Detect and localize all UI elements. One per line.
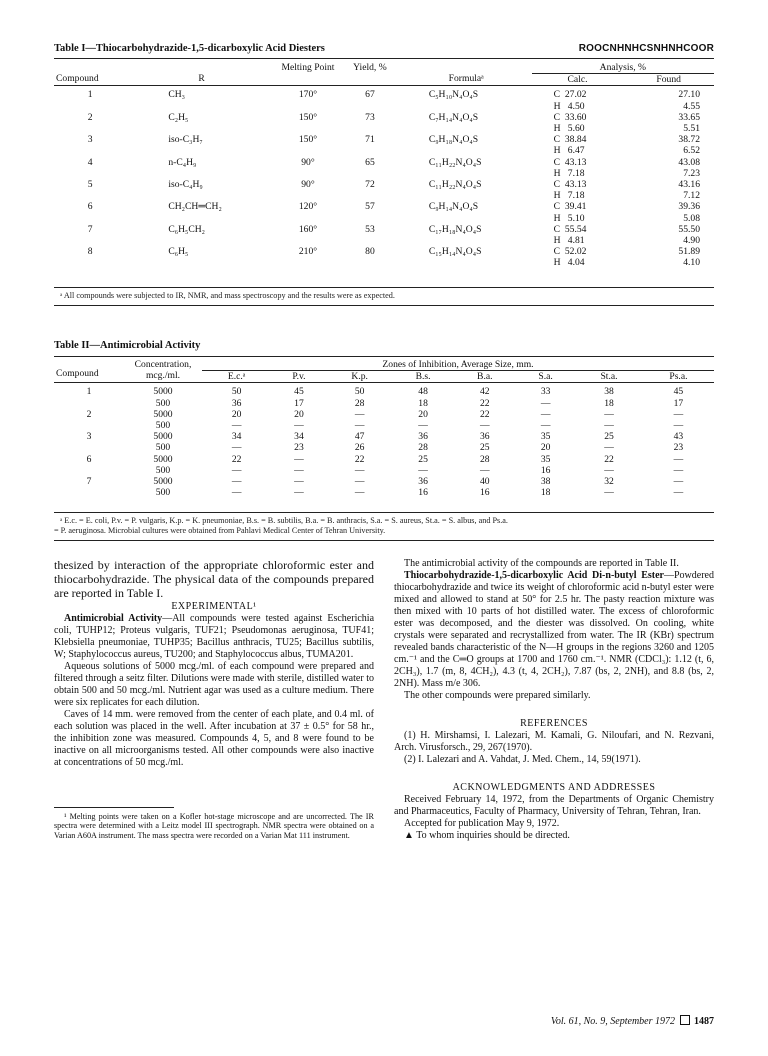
t1-formula: C₁₁H₂₂N₄O₄S bbox=[428, 156, 482, 168]
t2-compound: 2 bbox=[86, 408, 92, 420]
t2-zone-value: 50 bbox=[354, 386, 365, 398]
t2-concentration: 500 bbox=[155, 420, 171, 432]
t1-yield: 73 bbox=[365, 111, 375, 123]
t1-yield: 80 bbox=[365, 246, 375, 258]
t2-zone-value: — bbox=[540, 408, 551, 420]
t2-zone-value: 20 bbox=[540, 442, 551, 454]
t1-mp: 90° bbox=[301, 156, 315, 168]
t2-zone-value: 20 bbox=[231, 408, 242, 420]
t1-r: iso-C₄H₉ bbox=[168, 179, 203, 191]
references-heading: REFERENCES bbox=[520, 718, 588, 729]
table1-row bbox=[54, 134, 714, 156]
table1-end-rule bbox=[54, 305, 714, 306]
caves-paragraph: Caves of 14 mm. were removed from the center of each plate, and 0.4 ml. of each solution was placed in the well. After incubation at 37 ± 0.5° for 58 hr., the inhibition zone was measured. Compounds 4, 5, and 8 were found to be inactive on all microorganisms tested. All other compounds were also inactive at concentrations of 50 mcg./ml. bbox=[54, 708, 374, 768]
t2-zone-value: — bbox=[231, 487, 242, 499]
t2-concentration: 5000 bbox=[153, 453, 173, 465]
t2-zone-value: 17 bbox=[673, 397, 684, 409]
t2-zone-value: 18 bbox=[604, 397, 614, 409]
t2-concentration: 500 bbox=[155, 442, 171, 454]
t2-zone-value: 28 bbox=[479, 453, 490, 465]
t2-zone-value: 45 bbox=[294, 386, 304, 398]
t2-zone-value: 22 bbox=[479, 397, 490, 409]
table2-end-rule bbox=[54, 540, 714, 541]
t1-mp: 160° bbox=[298, 223, 318, 235]
t1-h-calc: Calc. bbox=[567, 74, 588, 86]
t1-found: 33.65 5.51 bbox=[678, 111, 700, 135]
t2-compound bbox=[54, 420, 124, 431]
t2-concentration: 5000 bbox=[153, 431, 173, 443]
t2-zone-value: 22 bbox=[354, 453, 365, 465]
t2-compound bbox=[54, 398, 124, 409]
page-footer bbox=[551, 1015, 714, 1027]
table1 bbox=[54, 62, 714, 269]
t1-compound: 7 bbox=[87, 223, 93, 235]
t1-r: C₆H₅ bbox=[168, 246, 189, 258]
t1-formula: C₁₁H₂₂N₄O₄S bbox=[428, 179, 482, 191]
t2-zone-value: — bbox=[479, 420, 490, 432]
t2-zone-value: 48 bbox=[418, 386, 428, 398]
t1-h-found: Found bbox=[656, 74, 681, 86]
t2-zone-value: 25 bbox=[418, 453, 428, 465]
t2-zone-value: 18 bbox=[540, 487, 551, 499]
t2-zone-value: 43 bbox=[673, 431, 684, 443]
t1-mp: 150° bbox=[298, 111, 318, 123]
table2 bbox=[54, 359, 714, 498]
t2-zone-value: — bbox=[294, 487, 304, 499]
table2-row bbox=[54, 442, 714, 453]
table1-bottom-rule bbox=[54, 287, 714, 288]
table2-row bbox=[54, 420, 714, 431]
t2-zone-value: 25 bbox=[479, 442, 490, 454]
t2-concentration: 5000 bbox=[153, 476, 173, 488]
t2-compound bbox=[54, 487, 124, 498]
t1-yield: 65 bbox=[365, 156, 375, 168]
t1-r: n-C₄H₉ bbox=[168, 156, 197, 168]
right-column bbox=[394, 558, 714, 842]
t1-h-r: R bbox=[198, 73, 205, 84]
t2-zone-value: 45 bbox=[673, 386, 684, 398]
t2-concentration: 500 bbox=[155, 487, 171, 499]
t1-formula: C₇H₁₄N₄O₄S bbox=[428, 111, 479, 123]
t2-zone-value: — bbox=[294, 476, 304, 488]
t2-zone-value: — bbox=[294, 453, 304, 465]
t2-h-organism: B.a. bbox=[477, 371, 493, 383]
table2-bottom-rule bbox=[54, 512, 714, 513]
table1-formula-header: ROOCNHNHCSNHNHCOOR bbox=[578, 43, 714, 54]
t2-concentration: 500 bbox=[155, 397, 171, 409]
table1-top-rule bbox=[54, 58, 714, 59]
t1-yield: 53 bbox=[365, 223, 375, 235]
t2-zone-value: 34 bbox=[231, 431, 242, 443]
table2-row bbox=[54, 409, 714, 420]
t2-h-organism: B.s. bbox=[415, 371, 431, 383]
t2-zone-value: — bbox=[673, 420, 684, 432]
table2-row bbox=[54, 386, 714, 397]
t1-h-analysis: Analysis, % bbox=[532, 62, 714, 74]
similar-paragraph: The other compounds were prepared similarly. bbox=[404, 690, 591, 701]
t1-formula: C₉H₁₈N₄O₄S bbox=[428, 134, 479, 146]
acknowledgments-heading: ACKNOWLEDGMENTS AND ADDRESSES bbox=[452, 782, 656, 793]
t1-compound: 8 bbox=[87, 246, 93, 258]
t2-zone-value: — bbox=[418, 420, 428, 432]
t2-zone-value: — bbox=[540, 397, 551, 409]
t2-zone-value: 35 bbox=[540, 431, 551, 443]
t2-zone-value: — bbox=[231, 476, 242, 488]
table2-row bbox=[54, 476, 714, 487]
t1-formula: C₅H₁₀N₄O₄S bbox=[428, 89, 479, 101]
t1-yield: 72 bbox=[365, 179, 375, 191]
t2-h-organism: S.a. bbox=[538, 371, 553, 383]
t1-mp: 170° bbox=[298, 89, 318, 101]
t2-compound: 6 bbox=[86, 453, 92, 465]
t1-found: 38.72 6.52 bbox=[678, 134, 700, 157]
experimental-heading: EXPERIMENTAL¹ bbox=[171, 600, 257, 612]
t2-zone-value: 36 bbox=[231, 397, 242, 409]
t2-zone-value: — bbox=[673, 487, 684, 499]
box-glyph bbox=[680, 1015, 690, 1025]
t2-zone-value: — bbox=[479, 464, 490, 476]
t2-zone-value: 26 bbox=[354, 442, 365, 454]
t2-zone-value: 50 bbox=[231, 386, 242, 398]
table2-note: ᵃ E.c. = E. coli, P.v. = P. vulgaris, K.p. = K. pneumoniae, B.s. = B. subtilis, B.a. = B. anthracis, S.a. = S. aureus, St.a. = S. albus, and Ps.a. = P. aeruginosa. Microbial cultures were obtained from Pahlavi Medical Center of Tehran University. bbox=[54, 516, 508, 535]
t1-calc: C 52.02 H 4.04 bbox=[553, 246, 587, 269]
t1-formula: C₁₅H₁₄N₄O₄S bbox=[428, 246, 482, 258]
solutions-paragraph: Aqueous solutions of 5000 mcg./ml. of each compound were prepared and filtered through a seitz filter. Dilutions were made with sterile, distilled water to obtain 500 and 50 mcg./ml. Nutrient agar was used as a culture medium. There were six replicates for each dilution. bbox=[54, 660, 374, 708]
t2-zone-value: — bbox=[354, 487, 365, 499]
t1-calc: C 39.41 H 5.10 bbox=[553, 201, 587, 224]
t2-compound: 1 bbox=[86, 386, 92, 398]
t1-found: 43.16 7.12 bbox=[678, 179, 700, 202]
t1-r: CH₂CH═CH₂ bbox=[168, 201, 222, 213]
t2-zone-value: 18 bbox=[418, 397, 428, 409]
t2-h-compound: Compound bbox=[56, 368, 99, 379]
left-column bbox=[54, 558, 374, 840]
t2-zone-value: — bbox=[604, 487, 614, 499]
t2-zone-value: — bbox=[294, 420, 304, 432]
t1-mp: 120° bbox=[298, 201, 318, 213]
t1-compound: 1 bbox=[87, 89, 93, 101]
t1-compound: 4 bbox=[87, 156, 93, 168]
t2-zone-value: 47 bbox=[354, 431, 365, 443]
table2-row bbox=[54, 431, 714, 442]
t2-concentration: 5000 bbox=[153, 386, 173, 398]
table1-row bbox=[54, 157, 714, 179]
t2-concentration: 5000 bbox=[153, 408, 173, 420]
t1-mp: 150° bbox=[298, 134, 318, 146]
t2-compound: 7 bbox=[86, 476, 92, 488]
t2-zone-value: — bbox=[231, 464, 242, 476]
t2-zone-value: — bbox=[604, 464, 614, 476]
t1-calc: C 27.02 H 4.50 bbox=[553, 89, 587, 112]
t2-zone-value: 34 bbox=[294, 431, 304, 443]
t2-h-organism: E.c.ᵃ bbox=[227, 371, 246, 383]
t2-zone-value: — bbox=[673, 453, 684, 465]
t1-compound: 3 bbox=[87, 134, 93, 146]
t2-zone-value: 35 bbox=[540, 453, 551, 465]
t2-zone-value: 25 bbox=[604, 431, 614, 443]
t1-r: iso-C₃H₇ bbox=[168, 134, 203, 146]
t1-h-compound: Compound bbox=[56, 73, 99, 84]
t2-concentration: 500 bbox=[155, 464, 171, 476]
t2-zone-value: — bbox=[540, 420, 551, 432]
t1-calc: C 33.60 H 5.60 bbox=[553, 111, 587, 135]
t2-zone-value: — bbox=[294, 464, 304, 476]
table2-row bbox=[54, 487, 714, 498]
accepted-text: Accepted for publication May 9, 1972. bbox=[404, 818, 560, 829]
journal-volume: Vol. 61, No. 9, September 1972 bbox=[550, 1016, 675, 1027]
table1-row bbox=[54, 246, 714, 268]
t2-zone-value: — bbox=[604, 408, 614, 420]
t2-zone-value: 32 bbox=[604, 476, 614, 488]
t2-zone-value: — bbox=[673, 408, 684, 420]
t1-calc: C 43.13 H 7.18 bbox=[553, 156, 587, 179]
reference-2: (2) I. Lalezari and A. Vahdat, J. Med. Chem., 14, 59(1971). bbox=[404, 754, 641, 765]
t1-formula: C₉H₁₄N₄O₄S bbox=[428, 201, 479, 213]
t2-zone-value: 36 bbox=[479, 431, 490, 443]
t2-zone-value: — bbox=[231, 442, 242, 454]
t2-zone-value: 17 bbox=[294, 397, 304, 409]
t1-found: 39.36 5.08 bbox=[678, 201, 700, 224]
t2-zone-value: 40 bbox=[479, 476, 490, 488]
t2-zone-value: 42 bbox=[479, 386, 490, 398]
table1-caption: Table I—Thiocarbohydrazide-1,5-dicarboxylic Acid Diesters bbox=[54, 43, 325, 54]
t1-mp: 90° bbox=[301, 179, 315, 191]
table1-row bbox=[54, 112, 714, 134]
t2-zone-value: — bbox=[354, 420, 365, 432]
t2-h-organism: Ps.a. bbox=[669, 371, 688, 383]
t2-zone-value: 16 bbox=[479, 487, 490, 499]
table1-row bbox=[54, 89, 714, 111]
t2-zone-value: 20 bbox=[418, 408, 428, 420]
t1-found: 27.10 4.55 bbox=[678, 89, 700, 112]
t1-compound: 5 bbox=[87, 179, 93, 191]
t2-zone-value: 38 bbox=[540, 476, 551, 488]
reference-1: (1) H. Mirshamsi, I. Lalezari, M. Kamali, G. Niloufari, and N. Rezvani, Arch. Virusforsch., 29, 267(1970). bbox=[394, 730, 714, 753]
t2-zone-value: 22 bbox=[479, 408, 490, 420]
t1-calc: C 38.84 H 6.47 bbox=[553, 134, 587, 157]
t1-formula: C₁₇H₁₈N₄O₄S bbox=[428, 223, 482, 235]
activity-paragraph: The antimicrobial activity of the compounds are reported in Table II. bbox=[404, 558, 679, 569]
t1-found: 55.50 4.90 bbox=[678, 223, 700, 247]
inquiries-text: ▲ To whom inquiries should be directed. bbox=[404, 830, 570, 841]
table1-row bbox=[54, 201, 714, 223]
t1-r: CH₃ bbox=[168, 89, 186, 101]
table1-row bbox=[54, 224, 714, 246]
t2-zone-value: 28 bbox=[354, 397, 365, 409]
ester-paragraph: Thiocarbohydrazide-1,5-dicarboxylic Acid Di-n-butyl Ester—Powdered thiocarbohydrazide and twice its weight of chloroformic acid n-butyl ester were mixed and allowed to stand at 50° for 2.5 hr. The pasty reaction mixture was then mixed with 10 parts of hot distilled water. The excess of chloroformic ester was decomposed, and the diester was dissolved. On cooling, white crystals were separated and recrystallized from water. The IR (KBr) spectrum revealed bands characteristic of the N—H groups in the regions 3260 and 1205 cm.⁻¹ and the C═O groups at 1700 and 1760 cm.⁻¹. NMR (CDCl₃): 1.12 (t, 6, 2CH₃), 1.7 (m, 8, 4CH₂), 4.3 (t, 4, 2CH₂), 7.87 (bs, 2, 2NH), and 8.8 (bs, 2, 2NH). Mass m/e 306. bbox=[394, 570, 714, 689]
t2-h-conc: Concentration, mcg./ml. bbox=[134, 359, 192, 382]
t1-compound: 6 bbox=[87, 201, 93, 213]
t2-zone-value: — bbox=[354, 408, 365, 420]
t2-h-organism: St.a. bbox=[600, 371, 618, 383]
t2-zone-value: 23 bbox=[294, 442, 304, 454]
page-number: 1487 bbox=[694, 1016, 714, 1027]
t2-zone-value: 22 bbox=[604, 453, 614, 465]
intro-paragraph: thesized by interaction of the appropriate chloroformic ester and thiocarbohydrazide. The physical data of the compounds prepared are reported in Table I. bbox=[54, 558, 374, 601]
t2-zone-value: 22 bbox=[231, 453, 242, 465]
experimental-footnote: ¹ Melting points were taken on a Kofler hot-stage microscope and are uncorrected. The IR spectra were determined with a Leitz model III spectrograph. NMR spectra were obtained on a Varian A60A instrument. The mass spectra were recorded on a Varian Mat 111 instrument. bbox=[54, 811, 374, 840]
t2-zone-value: — bbox=[418, 464, 428, 476]
t1-mp: 210° bbox=[298, 246, 318, 258]
t1-found: 51.89 4.10 bbox=[678, 246, 700, 269]
t2-compound bbox=[54, 442, 124, 453]
t2-zone-value: 20 bbox=[294, 408, 304, 420]
t2-zone-value: 16 bbox=[418, 487, 428, 499]
t2-h-organism: K.p. bbox=[351, 371, 368, 383]
table1-note: ᵃ All compounds were subjected to IR, NMR, and mass spectroscopy and the results were as expected. bbox=[60, 291, 395, 300]
table2-top-rule bbox=[54, 356, 714, 357]
t1-r: C₆H₅CH₂ bbox=[168, 223, 206, 235]
t1-calc: C 43.13 H 7.18 bbox=[553, 179, 587, 202]
antimicrobial-paragraph: Antimicrobial Activity—All compounds were tested against Escherichia coli, TUHP12; Proteus vulgaris, TUF21; Pseudomonas aeruginosa, TUF41; Klebsiella pneumoniae, TUHP35; Bacillus anthracis, TU25; Bacillus subtilis, W; Staphylococcus aureus, TU200; and Staphylococcus albus, TUMA201. bbox=[54, 612, 375, 660]
t1-calc: C 55.54 H 4.81 bbox=[553, 223, 587, 247]
received-text: Received February 14, 1972, from the Departments of Organic Chemistry and Pharmaceutics, Faculty of Pharmacy, University of Tehran, Tehran, Iran. bbox=[394, 794, 714, 817]
t1-yield: 57 bbox=[365, 201, 375, 213]
t1-found: 43.08 7.23 bbox=[678, 156, 700, 179]
t2-zone-value: 28 bbox=[418, 442, 428, 454]
t2-zone-value: 36 bbox=[418, 431, 428, 443]
t2-zone-value: 33 bbox=[540, 386, 551, 398]
t2-zone-value: 16 bbox=[540, 464, 551, 476]
t2-zone-value: — bbox=[604, 442, 614, 454]
t2-compound bbox=[54, 465, 124, 476]
t2-zone-value: — bbox=[354, 476, 365, 488]
table2-row bbox=[54, 398, 714, 409]
t1-h-mp: Melting Point bbox=[281, 62, 335, 73]
table2-caption: Table II—Antimicrobial Activity bbox=[54, 340, 201, 351]
t2-h-zones: Zones of Inhibition, Average Size, mm. bbox=[202, 359, 714, 371]
table1-row bbox=[54, 179, 714, 201]
t1-h-yield: Yield, % bbox=[353, 62, 387, 73]
table2-row bbox=[54, 465, 714, 476]
t2-zone-value: — bbox=[231, 420, 242, 432]
t1-r: C₂H₅ bbox=[168, 111, 189, 123]
t1-yield: 71 bbox=[365, 134, 375, 146]
t2-h-organism: P.v. bbox=[292, 371, 306, 383]
t2-zone-value: — bbox=[673, 476, 684, 488]
t2-zone-value: 36 bbox=[418, 476, 428, 488]
t2-zone-value: 38 bbox=[604, 386, 614, 398]
t2-zone-value: 23 bbox=[673, 442, 684, 454]
t2-zone-value: — bbox=[354, 464, 365, 476]
t1-h-formula: Formulaᵃ bbox=[448, 73, 484, 84]
t1-compound: 2 bbox=[87, 111, 93, 123]
t2-zone-value: — bbox=[604, 420, 614, 432]
t2-compound: 3 bbox=[86, 431, 92, 443]
table1-caption-row bbox=[54, 43, 714, 54]
t1-yield: 67 bbox=[365, 89, 375, 101]
t2-zone-value: — bbox=[673, 464, 684, 476]
table2-row bbox=[54, 454, 714, 465]
